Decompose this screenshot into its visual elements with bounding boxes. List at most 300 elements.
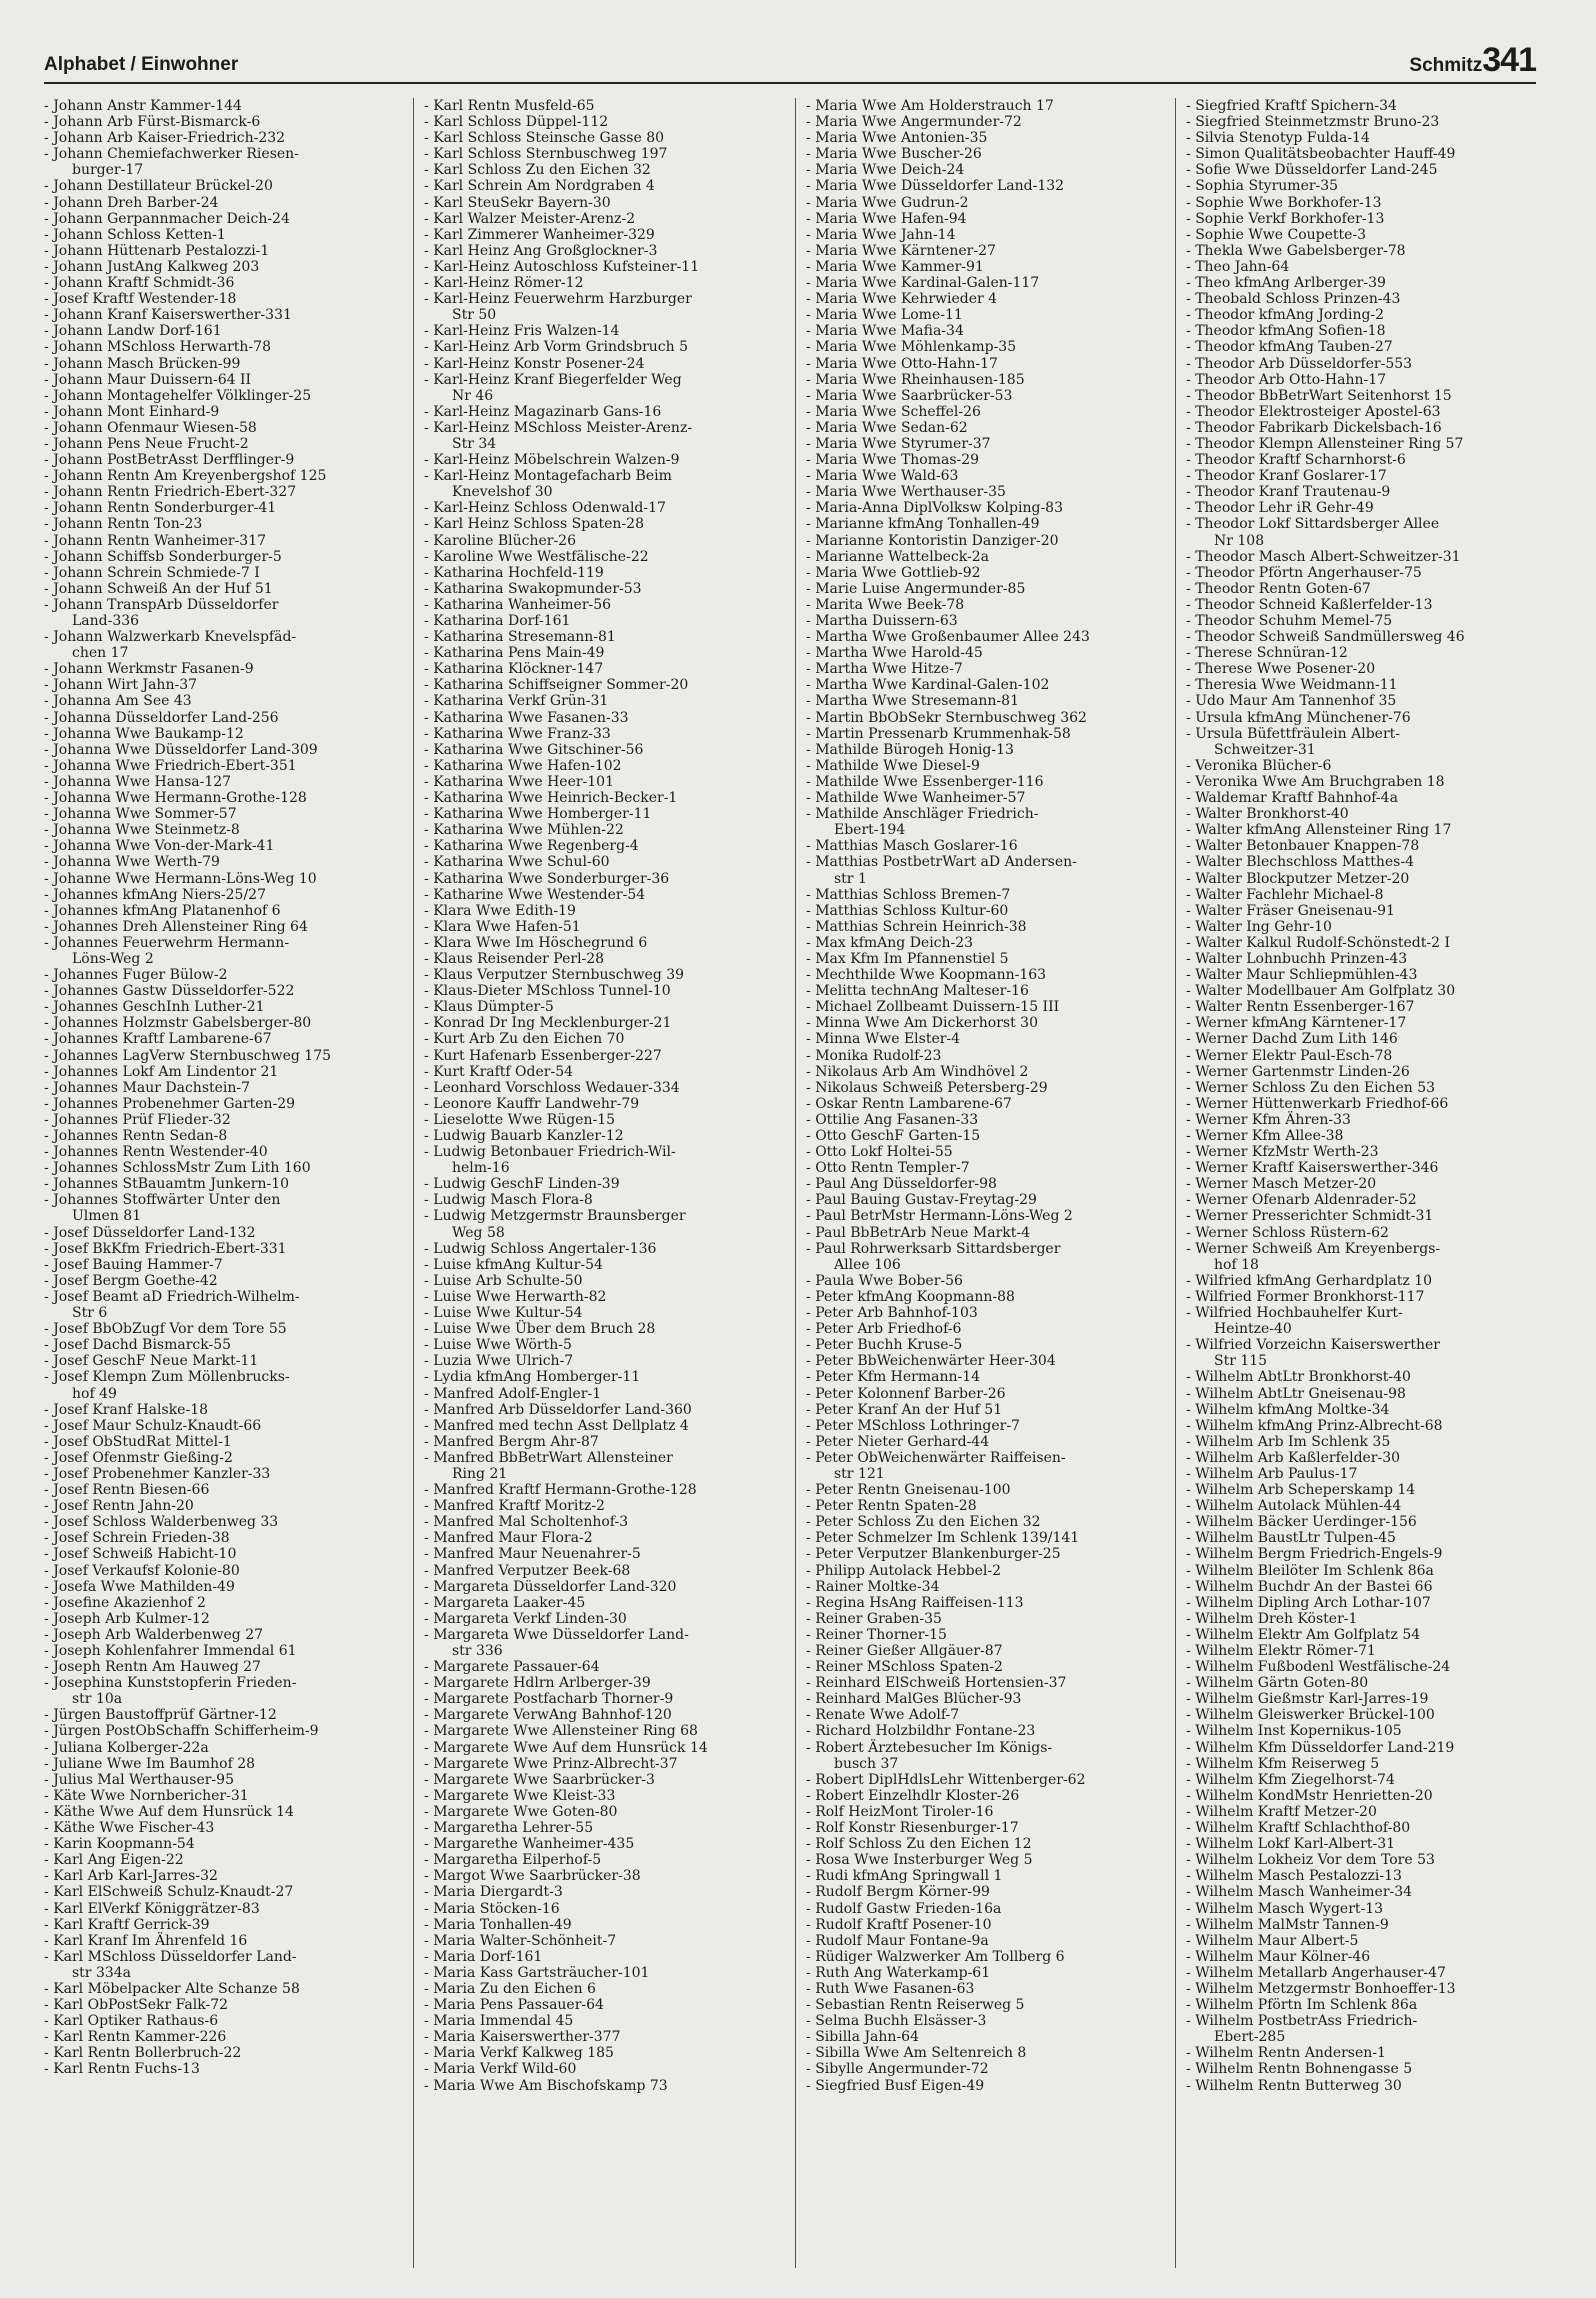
directory-entry: - Sophie Wwe Coupette-3 <box>1186 227 1542 243</box>
directory-entry: - Johann JustAng Kalkweg 203 <box>44 259 400 275</box>
directory-entry: - Karl-Heinz Schloss Odenwald-17 <box>424 500 780 516</box>
directory-entry: - Wilhelm Maur Kölner-46 <box>1186 1949 1542 1965</box>
directory-entry: - Rudolf Kraftf Posener-10 <box>806 1917 1162 1933</box>
directory-entry: - Johannes GeschInh Luther-21 <box>44 999 400 1015</box>
directory-entry: - Karl Schloss Steinsche Gasse 80 <box>424 130 780 146</box>
directory-entry: - Luise Wwe Über dem Bruch 28 <box>424 1321 780 1337</box>
directory-entry: - Theodor Masch Albert-Schweitzer-31 <box>1186 549 1542 565</box>
directory-entry: - Maria Wwe Angermunder-72 <box>806 114 1162 130</box>
directory-entry: - Katharina Wwe Franz-33 <box>424 726 780 742</box>
directory-entry: - Karl-Heinz Arb Vorm Grindsbruch 5 <box>424 339 780 355</box>
directory-entry: - Johann Landw Dorf-161 <box>44 323 400 339</box>
directory-column-2 <box>424 98 780 2268</box>
directory-entry: - Mathilde Bürogeh Honig-13 <box>806 742 1162 758</box>
directory-entry: - Johannes Probenehmer Garten-29 <box>44 1096 400 1112</box>
directory-entry: - Wilhelm AbtLtr Gneisenau-98 <box>1186 1386 1542 1402</box>
directory-entry: - Peter Arb Bahnhof-103 <box>806 1305 1162 1321</box>
directory-entry: - Theodor Elektrosteiger Apostel-63 <box>1186 404 1542 420</box>
directory-entry: - Maria Wwe Rheinhausen-185 <box>806 372 1162 388</box>
directory-entry: - Peter MSchloss Lothringer-7 <box>806 1418 1162 1434</box>
directory-entry: - Maria Wwe Am Bischofskamp 73 <box>424 2078 780 2094</box>
directory-entry: - Wilhelm Lokheiz Vor dem Tore 53 <box>1186 1852 1542 1868</box>
directory-entry: - Martha Wwe Kardinal-Galen-102 <box>806 677 1162 693</box>
directory-entry: - Johann PostBetrAsst Derfflinger-9 <box>44 452 400 468</box>
directory-entry: - Katharina Verkf Grün-31 <box>424 693 780 709</box>
directory-entry: - Ludwig Masch Flora-8 <box>424 1192 780 1208</box>
directory-entry: - Margareta Verkf Linden-30 <box>424 1611 780 1627</box>
directory-entry: - Richard Holzbildhr Fontane-23 <box>806 1723 1162 1739</box>
directory-entry: - Mathilde Wwe Essenberger-116 <box>806 774 1162 790</box>
directory-entry: - Katharina Wwe Fasanen-33 <box>424 710 780 726</box>
directory-entry: - Reiner Thorner-15 <box>806 1627 1162 1643</box>
directory-entry: - Walter Maur Schliepmühlen-43 <box>1186 967 1542 983</box>
directory-entry: - Manfred med techn Asst Dellplatz 4 <box>424 1418 780 1434</box>
directory-entry: - Sophie Wwe Borkhofer-13 <box>1186 195 1542 211</box>
directory-entry: - Manfred Maur Flora-2 <box>424 1530 780 1546</box>
directory-entry: - Johann Arb Fürst-Bismarck-6 <box>44 114 400 130</box>
directory-entry: - Johann Masch Brücken-99 <box>44 356 400 372</box>
directory-entry: - Wilhelm Arb Im Schlenk 35 <box>1186 1434 1542 1450</box>
directory-entry: - Josef Kraftf Westender-18 <box>44 291 400 307</box>
directory-entry: - Johannes LagVerw Sternbuschweg 175 <box>44 1048 400 1064</box>
directory-entry: - Karl-Heinz Autoschloss Kufsteiner-11 <box>424 259 780 275</box>
directory-entry: - Matthias Schloss Kultur-60 <box>806 903 1162 919</box>
directory-entry: - Walter Rentn Essenberger-167 <box>1186 999 1542 1015</box>
directory-entry: - Wilfried kfmAng Gerhardplatz 10 <box>1186 1273 1542 1289</box>
directory-entry: - Josef Maur Schulz-Knaudt-66 <box>44 1418 400 1434</box>
directory-entry: - Josef Schweiß Habicht-10 <box>44 1546 400 1562</box>
directory-entry: - Maria Wwe Scheffel-26 <box>806 404 1162 420</box>
directory-entry: - Maria Immendal 45 <box>424 2013 780 2029</box>
directory-entry: - Klara Wwe Im Höschegrund 6 <box>424 935 780 951</box>
directory-entry: - Walter Kalkul Rudolf-Schönstedt-2 I <box>1186 935 1542 951</box>
directory-entry: - Leonhard Vorschloss Wedauer-334 <box>424 1080 780 1096</box>
directory-entry: - Karl-Heinz Fris Walzen-14 <box>424 323 780 339</box>
directory-entry: - Max Kfm Im Pfannenstiel 5 <box>806 951 1162 967</box>
directory-entry: - Käthe Wwe Auf dem Hunsrück 14 <box>44 1804 400 1820</box>
directory-entry: - Katharina Dorf-161 <box>424 613 780 629</box>
directory-column-3 <box>806 98 1162 2268</box>
directory-entry: - Julius Mal Werthauser-95 <box>44 1772 400 1788</box>
directory-entry: - Luise Arb Schulte-50 <box>424 1273 780 1289</box>
directory-entry: - Maria Wwe Kammer-91 <box>806 259 1162 275</box>
directory-entry: - Karl Rentn Kammer-226 <box>44 2029 400 2045</box>
directory-entry: - Johannes SchlossMstr Zum Lith 160 <box>44 1160 400 1176</box>
directory-entry: - Käte Wwe Nornbericher-31 <box>44 1788 400 1804</box>
directory-entry: - Michael Zollbeamt Duissern-15 III <box>806 999 1162 1015</box>
directory-entry: - Karl Optiker Rathaus-6 <box>44 2013 400 2029</box>
directory-entry: - Johann Rentn Am Kreyenbergshof 125 <box>44 468 400 484</box>
directory-entry: - Theodor Schweiß Sandmüllersweg 46 <box>1186 629 1542 645</box>
directory-entry-continuation: chen 17 <box>72 645 129 662</box>
directory-entry: - Rainer Moltke-34 <box>806 1579 1162 1595</box>
directory-entry: - Johannes Maur Dachstein-7 <box>44 1080 400 1096</box>
directory-entry: - Peter Verputzer Blankenburger-25 <box>806 1546 1162 1562</box>
directory-columns <box>44 98 1540 2268</box>
directory-entry: - Peter Schloss Zu den Eichen 32 <box>806 1514 1162 1530</box>
directory-entry: - Wilhelm Autolack Mühlen-44 <box>1186 1498 1542 1514</box>
directory-entry: - Werner kfmAng Kärntener-17 <box>1186 1015 1542 1031</box>
directory-entry: - Wilhelm Gärtn Goten-80 <box>1186 1675 1542 1691</box>
directory-entry: - Manfred Maur Neuenahrer-5 <box>424 1546 780 1562</box>
directory-entry: - Johannes Stoffwärter Unter den <box>44 1192 400 1208</box>
directory-entry: - Siegfried Kraftf Spichern-34 <box>1186 98 1542 114</box>
directory-entry: - Ludwig Bauarb Kanzler-12 <box>424 1128 780 1144</box>
running-head-name: Schmitz <box>1409 55 1483 76</box>
directory-entry: - Wilfried Hochbauhelfer Kurt- <box>1186 1305 1542 1321</box>
directory-entry: - Katharina Wwe Regenberg-4 <box>424 838 780 854</box>
directory-entry: - Rosa Wwe Insterburger Weg 5 <box>806 1852 1162 1868</box>
directory-entry: - Josephina Kunststopferin Frieden- <box>44 1675 400 1691</box>
directory-entry: - Maria Wwe Saarbrücker-53 <box>806 388 1162 404</box>
directory-entry: - Karl Rentn Musfeld-65 <box>424 98 780 114</box>
column-divider <box>413 98 414 2268</box>
directory-entry: - Werner Schweiß Am Kreyenbergs- <box>1186 1241 1542 1257</box>
directory-entry: - Ruth Wwe Fasanen-63 <box>806 1981 1162 1997</box>
directory-entry: - Jürgen PostObSchaffn Schifferheim-9 <box>44 1723 400 1739</box>
directory-entry: - Maria Kaiserswerther-377 <box>424 2029 780 2045</box>
directory-entry: - Theodor kfmAng Sofien-18 <box>1186 323 1542 339</box>
directory-entry: - Walter Blockputzer Metzer-20 <box>1186 871 1542 887</box>
directory-entry: - Marita Wwe Beek-78 <box>806 597 1162 613</box>
directory-entry: - Johann Ofenmaur Wiesen-58 <box>44 420 400 436</box>
directory-entry: - Matthias Schloss Bremen-7 <box>806 887 1162 903</box>
directory-entry: - Josef Ofenmstr Gießing-2 <box>44 1450 400 1466</box>
directory-entry-continuation: helm-16 <box>452 1160 510 1177</box>
directory-entry: - Wilhelm BaustLtr Tulpen-45 <box>1186 1530 1542 1546</box>
directory-entry: - Johannes Fuger Bülow-2 <box>44 967 400 983</box>
page-header <box>44 36 1536 84</box>
directory-entry: - Johann Montagehelfer Völklinger-25 <box>44 388 400 404</box>
directory-entry: - Luise kfmAng Kultur-54 <box>424 1257 780 1273</box>
directory-entry: - Robert Einzelhdlr Kloster-26 <box>806 1788 1162 1804</box>
directory-entry: - Manfred BbBetrWart Allensteiner <box>424 1450 780 1466</box>
directory-entry: - Theodor Schneid Kaßlerfelder-13 <box>1186 597 1542 613</box>
directory-entry: - Maria Wwe Antonien-35 <box>806 130 1162 146</box>
directory-entry: - Johannes Rentn Westender-40 <box>44 1144 400 1160</box>
directory-entry: - Maria Wwe Mafia-34 <box>806 323 1162 339</box>
directory-entry: - Nikolaus Arb Am Windhövel 2 <box>806 1064 1162 1080</box>
directory-entry: - Thekla Wwe Gabelsberger-78 <box>1186 243 1542 259</box>
directory-entry: - Wilhelm Kraftf Schlachthof-80 <box>1186 1820 1542 1836</box>
directory-entry: - Josef BbObZugf Vor dem Tore 55 <box>44 1321 400 1337</box>
directory-entry: - Wilhelm Bäcker Uerdinger-156 <box>1186 1514 1542 1530</box>
directory-entry: - Walter Ing Gehr-10 <box>1186 919 1542 935</box>
directory-entry: - Margarete Wwe Goten-80 <box>424 1804 780 1820</box>
directory-entry: - Nikolaus Schweiß Petersberg-29 <box>806 1080 1162 1096</box>
directory-entry: - Karl-Heinz Kranf Biegerfelder Weg <box>424 372 780 388</box>
directory-entry: - Karl Ang Eigen-22 <box>44 1852 400 1868</box>
directory-entry: - Maria Diergardt-3 <box>424 1884 780 1900</box>
directory-entry: - Manfred Verputzer Beek-68 <box>424 1563 780 1579</box>
directory-entry: - Werner Kfm Allee-38 <box>1186 1128 1542 1144</box>
directory-entry: - Josef Klempn Zum Möllenbrucks- <box>44 1369 400 1385</box>
directory-entry: - Margot Wwe Saarbrücker-38 <box>424 1868 780 1884</box>
directory-entry: - Theodor kfmAng Tauben-27 <box>1186 339 1542 355</box>
directory-entry: - Karl Arb Karl-Jarres-32 <box>44 1868 400 1884</box>
directory-entry: - Karl Rentn Bollerbruch-22 <box>44 2045 400 2061</box>
directory-entry: - Manfred Kraftf Hermann-Grothe-128 <box>424 1482 780 1498</box>
directory-entry: - Maria Tonhallen-49 <box>424 1917 780 1933</box>
directory-entry: - Jürgen Baustoffprüf Gärtner-12 <box>44 1707 400 1723</box>
directory-entry: - Maria Wwe Sedan-62 <box>806 420 1162 436</box>
directory-entry-continuation: Ebert-194 <box>834 822 906 839</box>
directory-entry: - Karl Kraftf Gerrick-39 <box>44 1917 400 1933</box>
directory-entry: - Maria Wwe Wald-63 <box>806 468 1162 484</box>
directory-entry: - Sofie Wwe Düsseldorfer Land-245 <box>1186 162 1542 178</box>
directory-entry: - Theodor kfmAng Jording-2 <box>1186 307 1542 323</box>
directory-entry: - Walter Fräser Gneisenau-91 <box>1186 903 1542 919</box>
directory-entry: - Martha Wwe Stresemann-81 <box>806 693 1162 709</box>
directory-entry: - Theo kfmAng Arlberger-39 <box>1186 275 1542 291</box>
directory-entry: - Johann Dreh Barber-24 <box>44 195 400 211</box>
directory-entry: - Wilhelm Arb Scheperskamp 14 <box>1186 1482 1542 1498</box>
directory-entry: - Maria Kass Gartsträucher-101 <box>424 1965 780 1981</box>
directory-entry: - Minna Wwe Am Dickerhorst 30 <box>806 1015 1162 1031</box>
directory-entry: - Matthias Masch Goslarer-16 <box>806 838 1162 854</box>
directory-entry: - Johann Schiffsb Sonderburger-5 <box>44 549 400 565</box>
directory-entry: - Paul Ang Düsseldorfer-98 <box>806 1176 1162 1192</box>
directory-entry: - Katharina Pens Main-49 <box>424 645 780 661</box>
directory-entry: - Katharina Wwe Mühlen-22 <box>424 822 780 838</box>
directory-entry: - Maria Wwe Thomas-29 <box>806 452 1162 468</box>
directory-entry: - Robert DiplHdlsLehr Wittenberger-62 <box>806 1772 1162 1788</box>
directory-entry: - Ursula kfmAng Münchener-76 <box>1186 710 1542 726</box>
directory-entry: - Johannes Dreh Allensteiner Ring 64 <box>44 919 400 935</box>
directory-entry: - Rolf HeizMont Tiroler-16 <box>806 1804 1162 1820</box>
directory-entry: - Marianne Kontoristin Danziger-20 <box>806 533 1162 549</box>
directory-entry: - Maria Verkf Kalkweg 185 <box>424 2045 780 2061</box>
directory-entry: - Johanna Düsseldorfer Land-256 <box>44 710 400 726</box>
directory-entry: - Reinhard ElSchweiß Hortensien-37 <box>806 1675 1162 1691</box>
directory-entry: - Peter BbWeichenwärter Heer-304 <box>806 1353 1162 1369</box>
directory-entry: - Karl ObPostSekr Falk-72 <box>44 1997 400 2013</box>
directory-entry: - Johannes StBauamtm Junkern-10 <box>44 1176 400 1192</box>
directory-entry: - Wilhelm kfmAng Prinz-Albrecht-68 <box>1186 1418 1542 1434</box>
directory-entry: - Karl Schrein Am Nordgraben 4 <box>424 178 780 194</box>
directory-entry: - Karl Walzer Meister-Arenz-2 <box>424 211 780 227</box>
directory-entry: - Max kfmAng Deich-23 <box>806 935 1162 951</box>
directory-entry: - Maria Wwe Otto-Hahn-17 <box>806 356 1162 372</box>
directory-entry: - Mathilde Anschläger Friedrich- <box>806 806 1162 822</box>
directory-entry: - Katharina Wwe Gitschiner-56 <box>424 742 780 758</box>
directory-entry-continuation: Schweitzer-31 <box>1214 741 1316 758</box>
directory-entry: - Walter Betonbauer Knappen-78 <box>1186 838 1542 854</box>
directory-entry: - Martin Pressenarb Krummenhak-58 <box>806 726 1162 742</box>
directory-entry: - Peter Rentn Gneisenau-100 <box>806 1482 1162 1498</box>
directory-entry: - Maria Wwe Lome-11 <box>806 307 1162 323</box>
directory-entry: - Paula Wwe Bober-56 <box>806 1273 1162 1289</box>
directory-entry: - Wilhelm Inst Kopernikus-105 <box>1186 1723 1542 1739</box>
directory-entry: - Maria Wwe Kardinal-Galen-117 <box>806 275 1162 291</box>
directory-entry: - Maria Stöcken-16 <box>424 1901 780 1917</box>
directory-entry: - Therese Schnüran-12 <box>1186 645 1542 661</box>
directory-entry: - Joseph Rentn Am Hauweg 27 <box>44 1659 400 1675</box>
directory-entry: - Johannes Lokf Am Lindentor 21 <box>44 1064 400 1080</box>
directory-entry: - Peter Kfm Hermann-14 <box>806 1369 1162 1385</box>
directory-entry: - Katharina Wwe Heer-101 <box>424 774 780 790</box>
directory-entry: - Maria Walter-Schönheit-7 <box>424 1933 780 1949</box>
directory-entry: - Karl-Heinz MSchloss Meister-Arenz- <box>424 420 780 436</box>
directory-entry: - Wilhelm Arb Paulus-17 <box>1186 1466 1542 1482</box>
directory-entry: - Theodor Lehr iR Gehr-49 <box>1186 500 1542 516</box>
directory-entry-continuation: Str 115 <box>1214 1353 1268 1370</box>
directory-entry: - Käthe Wwe Fischer-43 <box>44 1820 400 1836</box>
directory-entry: - Rüdiger Walzwerker Am Tollberg 6 <box>806 1949 1162 1965</box>
directory-entry: - Karl ElVerkf Königgrätzer-83 <box>44 1901 400 1917</box>
directory-entry: - Johannes Feuerwehrm Hermann- <box>44 935 400 951</box>
directory-entry: - Johann Schweiß An der Huf 51 <box>44 581 400 597</box>
directory-entry: - Lydia kfmAng Homberger-11 <box>424 1369 780 1385</box>
directory-entry: - Johann Kraftf Schmidt-36 <box>44 275 400 291</box>
directory-entry: - Wilhelm kfmAng Moltke-34 <box>1186 1402 1542 1418</box>
directory-entry: - Renate Wwe Adolf-7 <box>806 1707 1162 1723</box>
directory-entry: - Josef ObStudRat Mittel-1 <box>44 1434 400 1450</box>
directory-entry: - Johann Maur Duissern-64 II <box>44 372 400 388</box>
directory-entry: - Josef Probenehmer Kanzler-33 <box>44 1466 400 1482</box>
directory-entry: - Luise Wwe Herwarth-82 <box>424 1289 780 1305</box>
directory-entry: - Marie Luise Angermunder-85 <box>806 581 1162 597</box>
directory-entry: - Wilhelm Kraftf Metzer-20 <box>1186 1804 1542 1820</box>
directory-entry: - Karl SteuSekr Bayern-30 <box>424 195 780 211</box>
running-head <box>1409 41 1536 80</box>
directory-entry: - Margarete Wwe Prinz-Albrecht-37 <box>424 1756 780 1772</box>
directory-entry: - Waldemar Kraftf Bahnhof-4a <box>1186 790 1542 806</box>
directory-entry: - Theo Jahn-64 <box>1186 259 1542 275</box>
directory-entry: - Johann Pens Neue Frucht-2 <box>44 436 400 452</box>
directory-entry: - Johannes kfmAng Platanenhof 6 <box>44 903 400 919</box>
directory-entry-continuation: hof 49 <box>72 1385 117 1402</box>
directory-entry: - Wilhelm Fußbodenl Westfälische-24 <box>1186 1659 1542 1675</box>
directory-entry: - Monika Rudolf-23 <box>806 1048 1162 1064</box>
directory-entry: - Karl-Heinz Montagefacharb Beim <box>424 468 780 484</box>
directory-entry: - Theodor BbBetrWart Seitenhorst 15 <box>1186 388 1542 404</box>
directory-entry: - Siegfried Busf Eigen-49 <box>806 2078 1162 2094</box>
directory-entry: - Manfred Mal Scholtenhof-3 <box>424 1514 780 1530</box>
directory-entry: - Theodor Kranf Trautenau-9 <box>1186 484 1542 500</box>
directory-entry: - Katharina Schiffseigner Sommer-20 <box>424 677 780 693</box>
directory-entry: - Karin Koopmann-54 <box>44 1836 400 1852</box>
directory-entry: - Johann Mont Einhard-9 <box>44 404 400 420</box>
directory-entry: - Karl-Heinz Magazinarb Gans-16 <box>424 404 780 420</box>
column-divider <box>795 98 796 2268</box>
directory-entry: - Margarethe Wanheimer-435 <box>424 1836 780 1852</box>
directory-entry: - Juliane Wwe Im Baumhof 28 <box>44 1756 400 1772</box>
directory-entry: - Walter Fachlehr Michael-8 <box>1186 887 1542 903</box>
directory-entry-continuation: str 334a <box>72 1964 132 1981</box>
directory-entry: - Peter Schmelzer Im Schlenk 139/141 <box>806 1530 1162 1546</box>
directory-entry: - Johann TranspArb Düsseldorfer <box>44 597 400 613</box>
directory-entry: - Manfred Kraftf Moritz-2 <box>424 1498 780 1514</box>
directory-entry: - Johann Rentn Friedrich-Ebert-327 <box>44 484 400 500</box>
directory-entry: - Johanna Wwe Steinmetz-8 <box>44 822 400 838</box>
directory-entry: - Veronika Blücher-6 <box>1186 758 1542 774</box>
directory-entry: - Wilhelm Masch Wanheimer-34 <box>1186 1884 1542 1900</box>
directory-entry: - Werner Gartenmstr Linden-26 <box>1186 1064 1542 1080</box>
directory-entry: - Karl Kranf Im Ährenfeld 16 <box>44 1933 400 1949</box>
directory-entry: - Werner KfzMstr Werth-23 <box>1186 1144 1542 1160</box>
directory-entry: - Manfred Adolf-Engler-1 <box>424 1386 780 1402</box>
directory-entry: - Wilhelm KondMstr Henrietten-20 <box>1186 1788 1542 1804</box>
directory-entry-continuation: str 10a <box>72 1691 123 1708</box>
directory-entry-continuation: Str 50 <box>452 307 497 324</box>
directory-entry: - Werner Schloss Rüstern-62 <box>1186 1225 1542 1241</box>
directory-entry: - Theodor Schuhm Memel-75 <box>1186 613 1542 629</box>
directory-entry: - Rolf Konstr Riesenburger-17 <box>806 1820 1162 1836</box>
directory-entry: - Karl Schloss Düppel-112 <box>424 114 780 130</box>
directory-entry: - Katharine Wwe Westender-54 <box>424 887 780 903</box>
directory-entry: - Karl Schloss Zu den Eichen 32 <box>424 162 780 178</box>
directory-entry-continuation: Land-336 <box>72 613 140 629</box>
directory-entry: - Johann Walzwerkarb Knevelspfäd- <box>44 629 400 645</box>
directory-entry: - Katharina Wanheimer-56 <box>424 597 780 613</box>
directory-entry: - Karl Heinz Ang Großglockner-3 <box>424 243 780 259</box>
directory-entry: - Wilhelm Elektr Römer-71 <box>1186 1643 1542 1659</box>
directory-entry: - Margarete Wwe Allensteiner Ring 68 <box>424 1723 780 1739</box>
directory-entry: - Ludwig Schloss Angertaler-136 <box>424 1241 780 1257</box>
directory-entry: - Johann Schloss Ketten-1 <box>44 227 400 243</box>
directory-entry: - Maria Dorf-161 <box>424 1949 780 1965</box>
directory-entry: - Maria Verkf Wild-60 <box>424 2061 780 2077</box>
directory-entry: - Sibilla Jahn-64 <box>806 2029 1162 2045</box>
directory-entry: - Mechthilde Wwe Koopmann-163 <box>806 967 1162 983</box>
directory-entry: - Johanna Wwe Hansa-127 <box>44 774 400 790</box>
directory-entry: - Johanne Wwe Hermann-Löns-Weg 10 <box>44 871 400 887</box>
directory-entry: - Wilhelm MalMstr Tannen-9 <box>1186 1917 1542 1933</box>
directory-entry: - Reiner MSchloss Spaten-2 <box>806 1659 1162 1675</box>
directory-entry: - Maria Wwe Möhlenkamp-35 <box>806 339 1162 355</box>
directory-entry: - Johann MSchloss Herwarth-78 <box>44 339 400 355</box>
directory-entry: - Katharina Wwe Sonderburger-36 <box>424 871 780 887</box>
directory-entry-continuation: Str 6 <box>72 1305 108 1322</box>
directory-entry: - Wilhelm Dipling Arch Lothar-107 <box>1186 1595 1542 1611</box>
directory-entry: - Josef Kranf Halske-18 <box>44 1402 400 1418</box>
directory-entry: - Theodor Pförtn Angerhauser-75 <box>1186 565 1542 581</box>
directory-entry: - Wilhelm Dreh Köster-1 <box>1186 1611 1542 1627</box>
directory-entry: - Maria Wwe Buscher-26 <box>806 146 1162 162</box>
directory-entry: - Werner Masch Metzer-20 <box>1186 1176 1542 1192</box>
directory-entry: - Johann Hüttenarb Pestalozzi-1 <box>44 243 400 259</box>
directory-entry: - Luzia Wwe Ulrich-7 <box>424 1353 780 1369</box>
directory-entry: - Karl-Heinz Möbelschrein Walzen-9 <box>424 452 780 468</box>
directory-entry: - Martha Duissern-63 <box>806 613 1162 629</box>
directory-entry: - Katharina Swakopmunder-53 <box>424 581 780 597</box>
directory-entry: - Wilfried Vorzeichn Kaiserswerther <box>1186 1337 1542 1353</box>
directory-entry: - Maria Wwe Deich-24 <box>806 162 1162 178</box>
directory-entry: - Minna Wwe Elster-4 <box>806 1031 1162 1047</box>
directory-entry-continuation: Knevelshof 30 <box>452 484 553 501</box>
directory-entry: - Walter Modellbauer Am Golfplatz 30 <box>1186 983 1542 999</box>
directory-entry: - Johann Anstr Kammer-144 <box>44 98 400 114</box>
directory-entry: - Martin BbObSekr Sternbuschweg 362 <box>806 710 1162 726</box>
directory-entry: - Werner Hüttenwerkarb Friedhof-66 <box>1186 1096 1542 1112</box>
directory-entry: - Leonore Kauffr Landwehr-79 <box>424 1096 780 1112</box>
directory-entry-continuation: Löns-Weg 2 <box>72 950 154 967</box>
directory-entry: - Johannes Prüf Flieder-32 <box>44 1112 400 1128</box>
directory-entry: - Wilhelm AbtLtr Bronkhorst-40 <box>1186 1369 1542 1385</box>
directory-entry: - Theobald Schloss Prinzen-43 <box>1186 291 1542 307</box>
directory-entry: - Theodor Rentn Goten-67 <box>1186 581 1542 597</box>
directory-entry: - Peter Rentn Spaten-28 <box>806 1498 1162 1514</box>
directory-entry: - Margarete Wwe Auf dem Hunsrück 14 <box>424 1740 780 1756</box>
directory-entry: - Johann Destillateur Brückel-20 <box>44 178 400 194</box>
directory-entry: - Katharina Wwe Hafen-102 <box>424 758 780 774</box>
directory-entry: - Josef Beamt aD Friedrich-Wilhelm- <box>44 1289 400 1305</box>
directory-entry: - Maria Wwe Kärntener-27 <box>806 243 1162 259</box>
directory-entry: - Wilhelm Metzgermstr Bonhoeffer-13 <box>1186 1981 1542 1997</box>
directory-entry: - Manfred Bergm Ahr-87 <box>424 1434 780 1450</box>
directory-entry: - Werner Kraftf Kaiserswerther-346 <box>1186 1160 1542 1176</box>
